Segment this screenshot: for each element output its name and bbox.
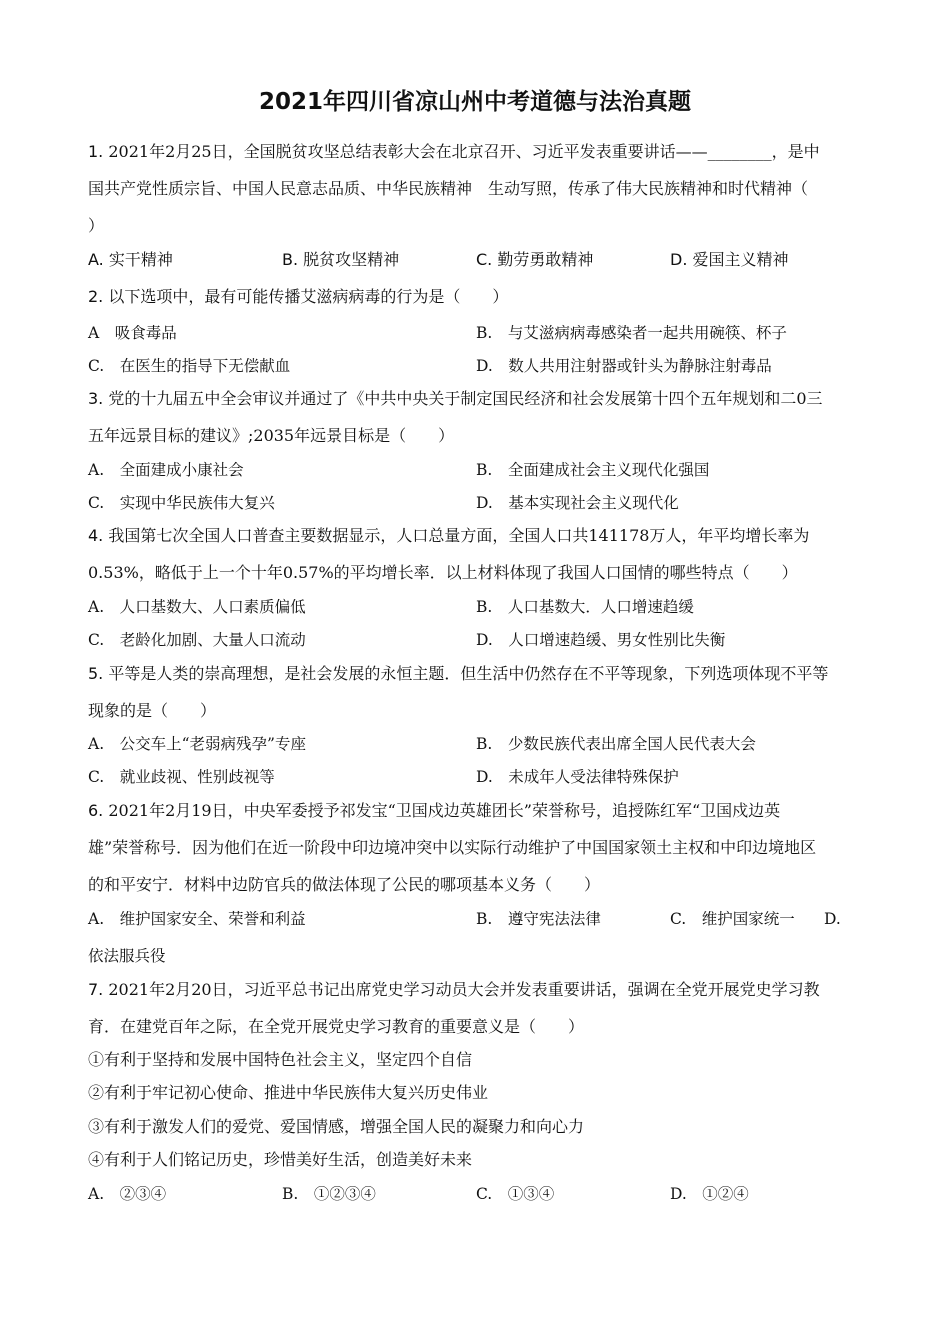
q4-options-row-1	[88, 595, 888, 619]
q6-options-row	[88, 907, 888, 931]
q3-option-d[interactable]: D. 基本实现社会主义现代化	[476, 494, 679, 512]
q7-number: 7.	[88, 980, 104, 999]
q6-option-a[interactable]: A. 维护国家安全、荣誉和利益	[88, 910, 306, 928]
q1-line-2: 国共产党性质宗旨、中国人民意志品质、中华民族精神 生动写照，传承了伟大民族精神和时代精神（	[88, 179, 809, 198]
q4-option-a[interactable]: A. 人口基数大、人口素质偏低	[88, 598, 306, 616]
q7-option-a[interactable]: A. ②③④	[88, 1185, 167, 1203]
q1-option-a[interactable]: A. 实干精神	[88, 250, 173, 269]
q4-line-1	[88, 524, 809, 548]
q6-text-1: 2021年2月19日，中央军委授予祁发宝“卫国戍边英雄团长”荣誉称号，追授陈红军“卫国戍边英	[103, 801, 781, 820]
q7-option-c[interactable]: C. ①③④	[476, 1185, 555, 1203]
q1-line-1	[88, 140, 820, 164]
q4-number: 4.	[88, 526, 104, 545]
q3-options-row-1	[88, 458, 888, 482]
q7-options-row	[88, 1182, 888, 1206]
q6-option-d-text[interactable]: 依法服兵役	[88, 947, 166, 965]
q5-option-a[interactable]: A. 公交车上“老弱病残孕”专座	[88, 735, 306, 753]
q7-text-1: 2021年2月20日，习近平总书记出席党史学习动员大会并发表重要讲话，强调在全党开展党史学习教	[103, 980, 820, 999]
q2-number: 2.	[88, 287, 104, 306]
q2-option-b[interactable]: B. 与艾滋病病毒感染者一起共用碗筷、杯子	[476, 324, 787, 342]
q6-option-d[interactable]: D.	[824, 910, 841, 928]
q3-option-b[interactable]: B. 全面建成社会主义现代化强国	[476, 461, 710, 479]
q3-number: 3.	[88, 389, 104, 408]
q6-number: 6.	[88, 801, 104, 820]
q5-options-row-2	[88, 765, 888, 789]
q7-option-d[interactable]: D. ①②④	[670, 1185, 749, 1203]
q2-options-row-1	[88, 321, 888, 345]
q6-line-2: 雄”荣誉称号．因为他们在近一阶段中印边境冲突中以实际行动维护了中国国家领土主权和中印边境地区	[88, 838, 817, 857]
q2-option-d[interactable]: D. 数人共用注射器或针头为静脉注射毒品	[476, 357, 772, 375]
q2-option-a[interactable]: A 吸食毒品	[88, 324, 177, 342]
q4-option-b[interactable]: B. 人口基数大．人口增速趋缓	[476, 598, 694, 616]
q1-options	[88, 248, 888, 272]
q2-options-row-2	[88, 354, 888, 378]
q1-line-3: ）	[88, 216, 105, 235]
q5-option-d[interactable]: D. 未成年人受法律特殊保护	[476, 768, 679, 786]
q6-option-b[interactable]: B. 遵守宪法法律	[476, 910, 601, 928]
q6-option-c[interactable]: C. 维护国家统一	[670, 910, 795, 928]
q6-line-3: 的和平安宁．材料中边防官兵的做法体现了公民的哪项基本义务（ ）	[88, 875, 601, 894]
q5-line-2: 现象的是（ ）	[88, 701, 217, 720]
q4-options-row-2	[88, 628, 888, 652]
q1-option-c[interactable]: C. 勤劳勇敢精神	[476, 250, 594, 269]
q5-option-c[interactable]: C. 就业歧视、性别歧视等	[88, 768, 275, 786]
q1-text-1: 2021年2月25日，全国脱贫攻坚总结表彰大会在北京召开、习近平发表重要讲话——________，是中	[103, 142, 820, 161]
q4-option-d[interactable]: D. 人口增速趋缓、男女性别比失衡	[476, 631, 726, 649]
q3-options-row-2	[88, 491, 888, 515]
q5-text-1: 平等是人类的崇高理想，是社会发展的永恒主题．但生活中仍然存在不平等现象，下列选项体现不平等	[103, 664, 829, 683]
q2-stem	[88, 285, 508, 309]
q4-text-1: 我国第七次全国人口普查主要数据显示，人口总量方面，全国人口共141178万人，年平均增长率为	[103, 526, 810, 545]
q3-option-a[interactable]: A. 全面建成小康社会	[88, 461, 244, 479]
q3-text-1: 党的十九届五中全会审议并通过了《中共中央关于制定国民经济和社会发展第十四个五年规划和二0三	[103, 389, 823, 408]
q2-text: 以下选项中，最有可能传播艾滋病病毒的行为是（ ）	[103, 287, 509, 306]
q5-option-b[interactable]: B. 少数民族代表出席全国人民代表大会	[476, 735, 756, 753]
q7-line-2: 育．在建党百年之际，在全党开展党史学习教育的重要意义是（ ）	[88, 1017, 585, 1036]
q2-option-c[interactable]: C. 在医生的指导下无偿献血	[88, 357, 291, 375]
q7-line-1	[88, 978, 820, 1002]
q1-option-d[interactable]: D. 爱国主义精神	[670, 250, 789, 269]
q3-line-2: 五年远景目标的建议》;2035年远景目标是（ ）	[88, 426, 455, 445]
q7-item-4: ④有利于人们铭记历史，珍惜美好生活，创造美好未来	[88, 1150, 473, 1169]
q6-line-1	[88, 799, 780, 823]
q7-option-b[interactable]: B. ①②③④	[282, 1185, 376, 1203]
q1-number: 1.	[88, 142, 104, 161]
q5-number: 5.	[88, 664, 104, 683]
q4-line-2: 0.53%，略低于上一个十年0.57%的平均增长率．以上材料体现了我国人口国情的哪些特点（ ）	[88, 563, 798, 582]
q5-options-row-1	[88, 732, 888, 756]
q4-option-c[interactable]: C. 老龄化加剧、大量人口流动	[88, 631, 306, 649]
q7-item-1: ①有利于坚持和发展中国特色社会主义，坚定四个自信	[88, 1050, 473, 1069]
q1-option-b[interactable]: B. 脱贫攻坚精神	[282, 250, 400, 269]
q7-item-2: ②有利于牢记初心使命、推进中华民族伟大复兴历史伟业	[88, 1083, 489, 1102]
q7-item-3: ③有利于激发人们的爱党、爱国情感，增强全国人民的凝聚力和向心力	[88, 1117, 585, 1136]
page-title: 2021年四川省凉山州中考道德与法治真题	[258, 89, 691, 115]
q5-line-1	[88, 662, 828, 686]
q3-option-c[interactable]: C. 实现中华民族伟大复兴	[88, 494, 275, 512]
q3-line-1	[88, 387, 823, 411]
